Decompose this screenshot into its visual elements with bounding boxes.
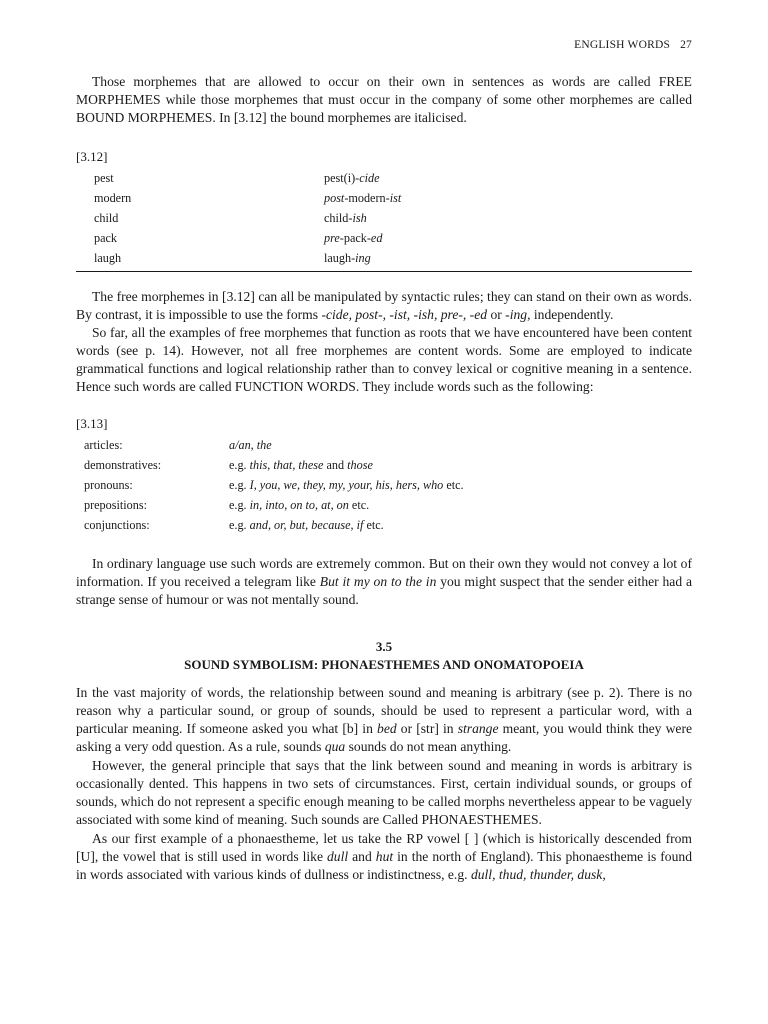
example-free-form: prepositions:: [84, 498, 147, 512]
example-row: [76, 191, 692, 211]
italic-text: qua: [324, 739, 346, 754]
italic-text: dull, thud, thunder, dusk,: [470, 867, 606, 882]
italic-text: a/an, the: [229, 438, 272, 452]
example-row: [84, 478, 692, 498]
example-3-12: [76, 171, 692, 272]
example-derived-form: [229, 518, 692, 538]
example-free-form: articles:: [84, 438, 123, 452]
text-run: etc.: [363, 518, 384, 532]
paragraph-free-morphemes: [76, 73, 692, 127]
text-run: meant, you would think they were asking a very odd question. As a rule, sounds: [76, 721, 693, 754]
example-free-form: pronouns:: [84, 478, 133, 492]
italic-text: dull: [327, 849, 349, 864]
example-free-form: modern: [94, 191, 132, 205]
text-run: -pack-: [339, 231, 371, 245]
paragraph-dented: [76, 757, 692, 829]
section-number: 3.5: [375, 639, 393, 654]
italic-text: this, that, these: [249, 458, 324, 472]
example-row: [76, 251, 692, 271]
italic-text: -cide, post-, -ist, -ish, pre-, -ed: [321, 307, 488, 322]
table-3-13: [84, 438, 692, 538]
text-run: in the north of England). This phonaestheme is found in words associated with various kinds of dullness or indistinctness, e.g.: [76, 849, 692, 882]
italic-text: pre: [324, 231, 340, 245]
text-run: Those morphemes that are allowed to occur on their own in sentences as words are called FREE MORPHEMES while those morphemes that must occur in the company of some other morphemes are called BOUND MORPHEMES. In [3.12] the bound morphemes are italicised.: [76, 74, 692, 125]
text-run: So far, all the examples of free morphemes that function as roots that we have encountered have been content words (see p. 14). However, not all free morphemes are content words. Some are employed to indicate grammatical functions and logical relationship rather than to convey lexical or cognitive meaning in a sentence. Hence such words are called FUNCTION WORDS. They include words such as the following:: [76, 325, 692, 394]
text-run: As our first example of a phonaestheme, let us take the RP vowel [ ] (which is historically descended from [U], the vowel that is still used in words like: [76, 831, 692, 864]
italic-text: cide: [359, 171, 380, 185]
example-row: [84, 498, 692, 518]
example-row: [76, 171, 692, 191]
italic-text: hut: [375, 849, 394, 864]
example-derived-form: [229, 458, 692, 478]
text-run: In ordinary language use such words are extremely common. But on their own they would not convey a lot of information. If you received a telegram like: [76, 556, 692, 589]
table-rule: [76, 271, 692, 272]
example-row: [76, 211, 692, 231]
text-run: and: [323, 458, 348, 472]
paragraph-arbitrary: [76, 684, 692, 756]
text-run: -modern-: [344, 191, 390, 205]
italic-text: -ing,: [505, 307, 531, 322]
example-derived-form: [324, 231, 692, 251]
text-run: laugh-: [324, 251, 356, 265]
text-run: or: [487, 307, 506, 322]
italic-text: ish: [352, 211, 367, 225]
italic-text: and, or, but, because, if: [249, 518, 364, 532]
italic-text: ing: [355, 251, 371, 265]
text-run: or [str] in: [396, 721, 458, 736]
italic-text: bed: [377, 721, 397, 736]
paragraph-manipulated: [76, 288, 692, 324]
running-header: [574, 39, 692, 51]
paragraph-telegram: [76, 555, 692, 609]
italic-text: I, you, we, they, my, your, his, hers, who: [249, 478, 444, 492]
text-run: etc.: [443, 478, 464, 492]
example-row: [84, 458, 692, 478]
table-3-12: [76, 171, 692, 271]
example-row: [84, 438, 692, 458]
text-run: e.g.: [229, 518, 250, 532]
page-number: 27: [680, 39, 692, 51]
italic-text: ed: [370, 231, 383, 245]
example-row: [84, 518, 692, 538]
paragraph-function-words: [76, 324, 692, 396]
text-run: independently.: [530, 307, 614, 322]
example-label-3-13: [3.13]: [76, 416, 108, 431]
text-run: and: [348, 849, 376, 864]
text-run: The free morphemes in [3.12] can all be manipulated by syntactic rules; they can stand on their own as words. By contrast, it is impossible to use the forms: [76, 289, 692, 322]
italic-text: But it my on to the in: [319, 574, 437, 589]
example-derived-form: [229, 498, 692, 518]
text-run: e.g.: [229, 498, 250, 512]
text-run: you might suspect that the sender either had a strange sense of humour or was not mentally sound.: [76, 574, 692, 607]
example-free-form: pack: [94, 231, 118, 245]
text-run: However, the general principle that says that the link between sound and meaning in words is arbitrary is occasionally dented. This happens in two sets of circumstances. First, certain individual sounds, or groups of sounds, which do not represent a specific enough meaning to be called morphs nevertheless appear to be vaguely associated with some kind of meaning. Such sounds are Called PHONAESTHEMES.: [76, 758, 692, 827]
italic-text: ist: [389, 191, 402, 205]
section-title: SOUND SYMBOLISM: PHONAESTHEMES AND ONOMATOPOEIA: [184, 657, 584, 672]
example-derived-form: [324, 191, 692, 211]
text-run: e.g.: [229, 478, 250, 492]
italic-text: those: [347, 458, 373, 472]
example-derived-form: [324, 171, 692, 191]
text-run: pest(i)-: [324, 171, 360, 185]
paragraph-phonaestheme: [76, 830, 692, 884]
text-run: In the vast majority of words, the relationship between sound and meaning is arbitrary (see p. 2). There is no reason why a particular sound, or group of sounds, should be used to represent a particular word, with a particular meaning. If someone asked you what [b] in: [76, 685, 692, 736]
text-run: sounds do not mean anything.: [345, 739, 512, 754]
example-label-3-12: [3.12]: [76, 149, 108, 164]
example-free-form: laugh: [94, 251, 122, 265]
italic-text: in, into, on to, at, on: [249, 498, 349, 512]
example-free-form: demonstratives:: [84, 458, 162, 472]
example-derived-form: [324, 211, 692, 231]
example-free-form: child: [94, 211, 119, 225]
example-free-form: conjunctions:: [84, 518, 150, 532]
example-derived-form: [324, 251, 692, 271]
text-run: etc.: [348, 498, 370, 512]
example-free-form: pest: [94, 171, 114, 185]
example-derived-form: [229, 438, 692, 458]
example-derived-form: [229, 478, 692, 498]
text-run: e.g.: [229, 458, 250, 472]
running-title: ENGLISH WORDS: [574, 39, 671, 51]
italic-text: strange: [457, 721, 499, 736]
example-row: [76, 231, 692, 251]
text-run: child-: [324, 211, 353, 225]
italic-text: post: [324, 191, 345, 205]
example-3-13: [84, 438, 692, 538]
